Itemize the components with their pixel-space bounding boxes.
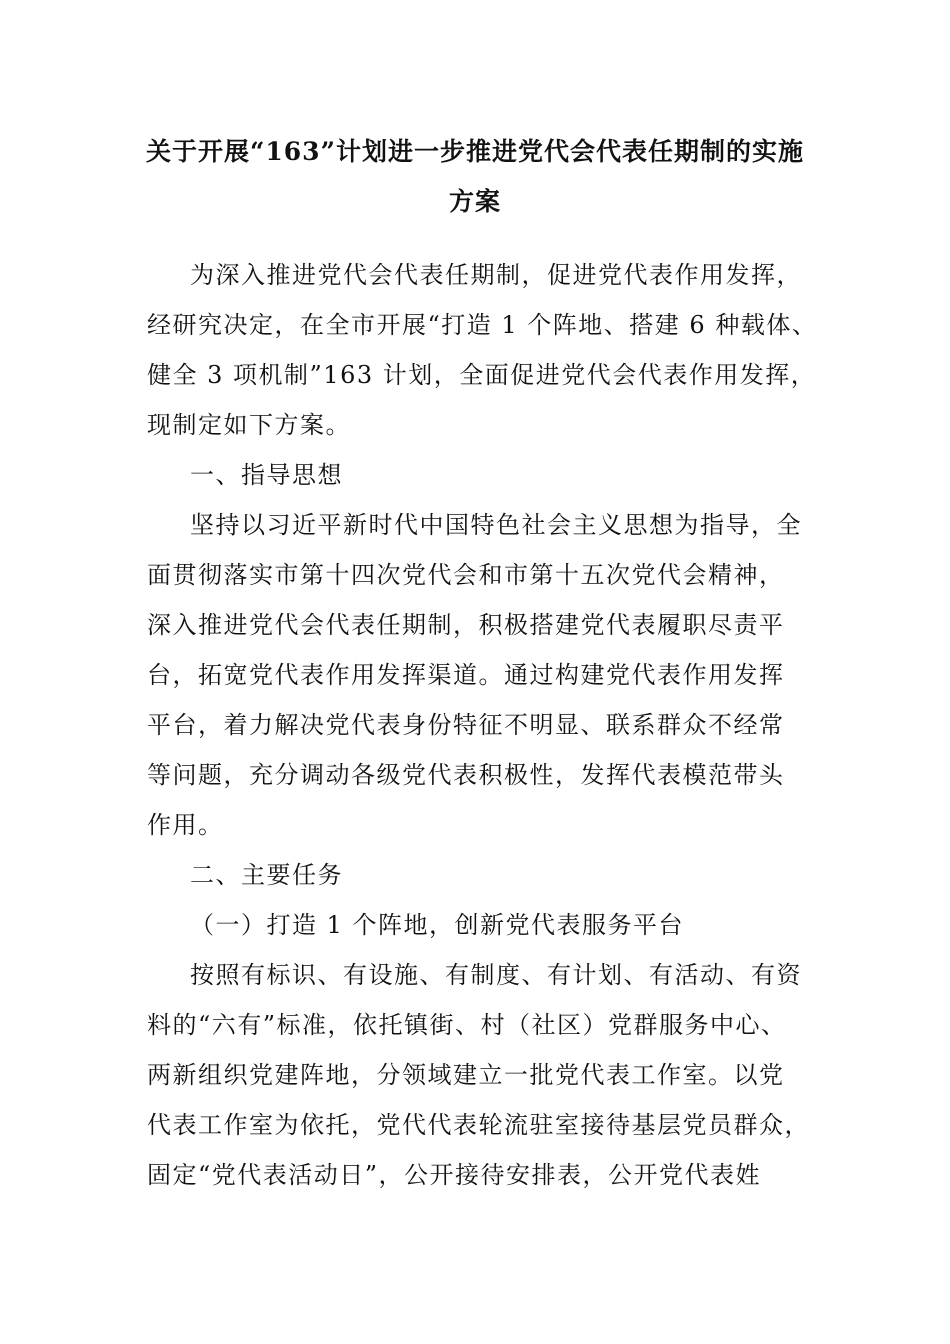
section-1-body-line-4: 台，拓宽党代表作用发挥渠道。通过构建党代表作用发挥 xyxy=(147,661,785,689)
intro-line-4: 现制定如下方案。 xyxy=(147,411,351,439)
section-2-subheading: （一）打造 1 个阵地，创新党代表服务平台 xyxy=(190,911,685,939)
document-title-line-2: 方案 xyxy=(448,187,501,216)
section-1-body-line-3: 深入推进党代会代表任期制，积极搭建党代表履职尽责平 xyxy=(147,611,785,639)
section-2-body-line-4: 代表工作室为依托，党代代表轮流驻室接待基层党员群众， xyxy=(147,1111,810,1139)
intro-line-1: 为深入推进党代会代表任期制，促进党代表作用发挥， xyxy=(190,261,802,289)
section-1-body-line-1: 坚持以习近平新时代中国特色社会主义思想为指导，全 xyxy=(190,511,802,539)
intro-line-3: 健全 3 项机制”163 计划，全面促进党代会代表作用发挥， xyxy=(147,361,817,389)
section-2-body-line-5: 固定“党代表活动日”，公开接待安排表，公开党代表姓 xyxy=(147,1161,762,1189)
section-1-body-line-7: 作用。 xyxy=(147,811,224,839)
section-1-heading: 一、指导思想 xyxy=(190,461,343,489)
section-1-body-line-2: 面贯彻落实市第十四次党代会和市第十五次党代会精神， xyxy=(147,561,785,589)
section-2-heading: 二、主要任务 xyxy=(190,861,343,889)
document-title-line-1: 关于开展“163”计划进一步推进党代会代表任期制的实施 xyxy=(146,137,804,166)
section-2-body-line-1: 按照有标识、有设施、有制度、有计划、有活动、有资 xyxy=(190,961,802,989)
intro-line-2: 经研究决定，在全市开展“打造 1 个阵地、搭建 6 种载体、 xyxy=(147,311,818,339)
section-2-body-line-3: 两新组织党建阵地，分领域建立一批党代表工作室。以党 xyxy=(147,1061,785,1089)
section-2-body-line-2: 料的“六有”标准，依托镇街、村（社区）党群服务中心、 xyxy=(147,1011,787,1039)
section-1-body-line-6: 等问题，充分调动各级党代表积极性，发挥代表模范带头 xyxy=(147,761,785,789)
section-1-body-line-5: 平台，着力解决党代表身份特征不明显、联系群众不经常 xyxy=(147,711,785,739)
